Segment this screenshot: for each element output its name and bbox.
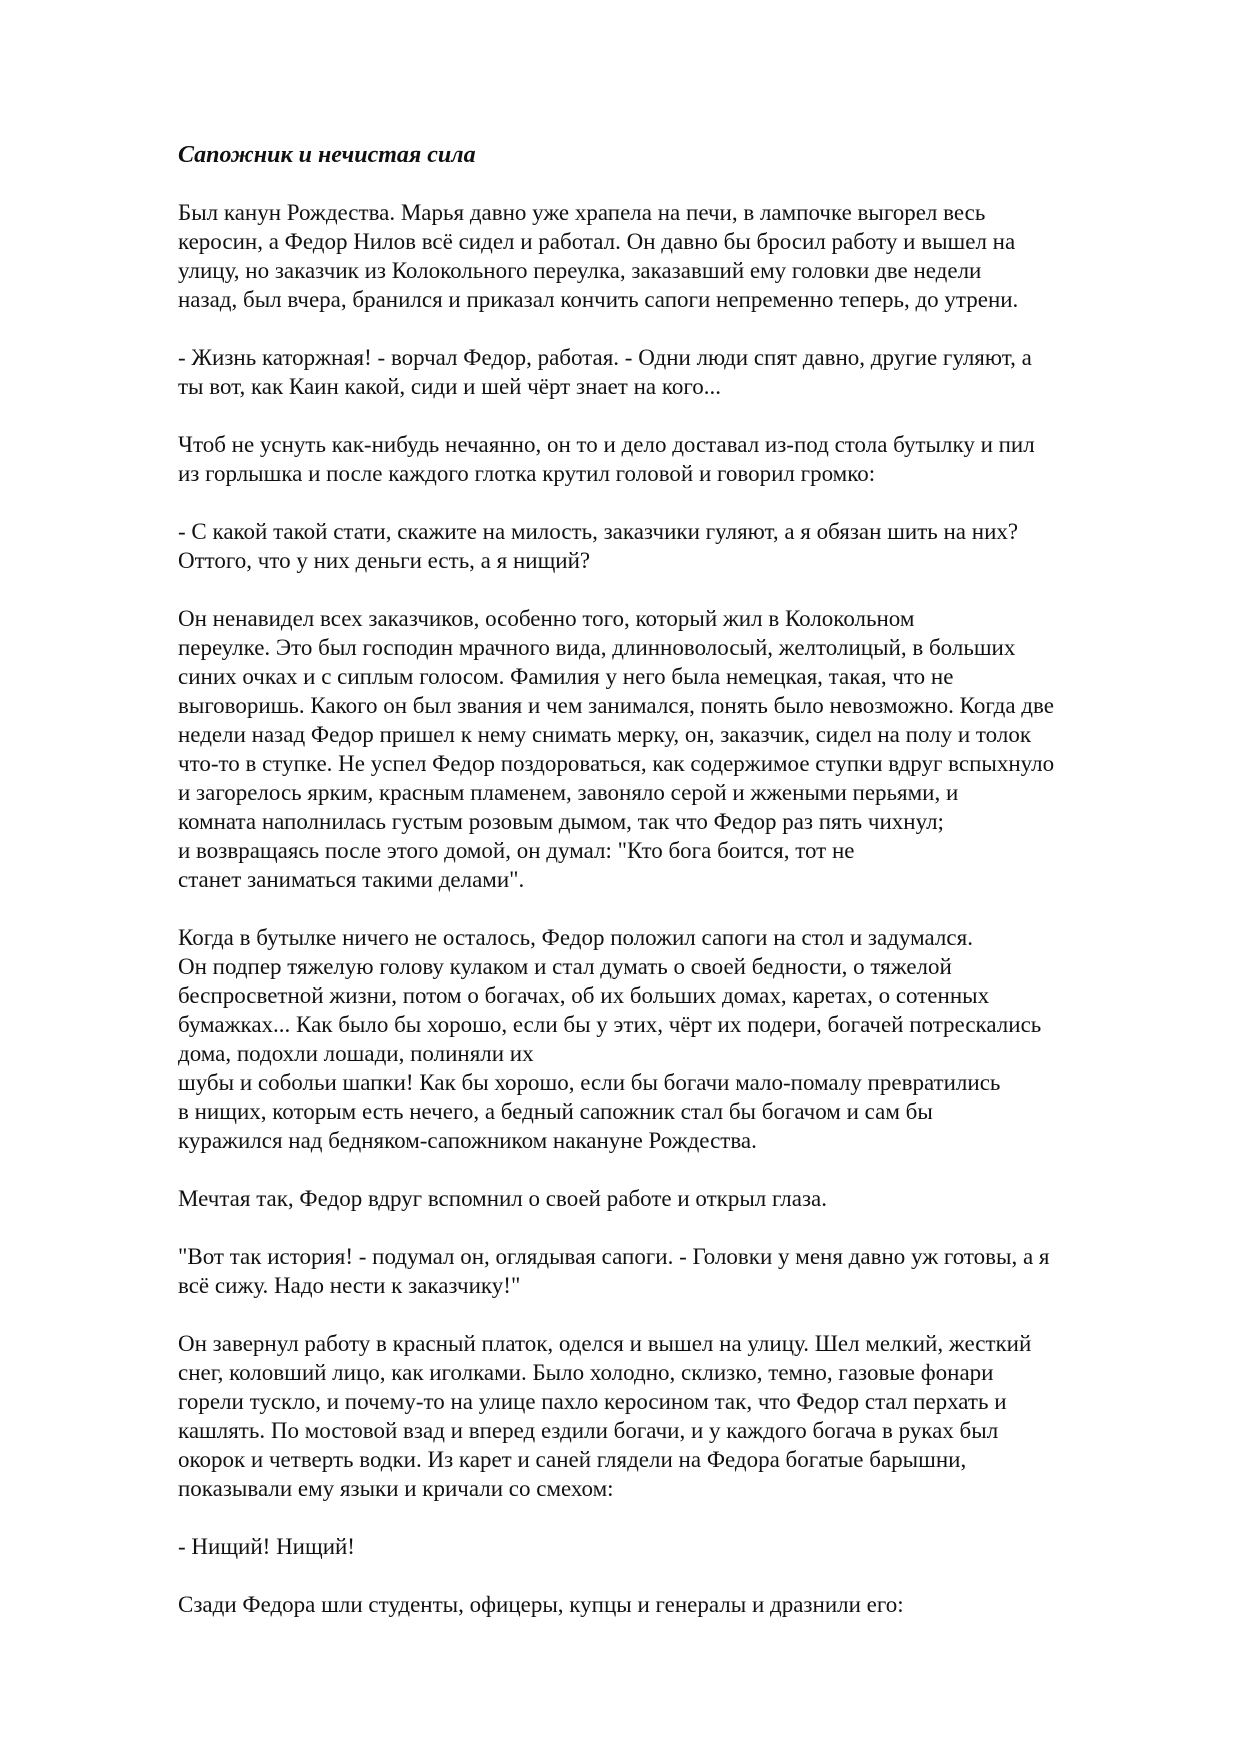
text-line: переулке. Это был господин мрачного вида, длинноволосый, желтолицый, в больших bbox=[178, 635, 1016, 660]
paragraph-5 bbox=[178, 604, 1188, 894]
text-line: шубы и собольи шапки! Как бы хорошо, если бы богачи мало-помалу превратились bbox=[178, 1070, 1001, 1095]
text-line: недели назад Федор пришел к нему снимать мерку, он, заказчик, сидел на полу и толок bbox=[178, 722, 1032, 747]
text-line: Когда в бутылке ничего не осталось, Федор положил сапоги на стол и задумался. bbox=[178, 925, 973, 950]
text-line: "Вот так история! - подумал он, оглядывая сапоги. - Головки у меня давно уж готовы, а я bbox=[178, 1244, 1050, 1269]
text-line: Сзади Федора шли студенты, офицеры, купцы и генералы и дразнили его: bbox=[178, 1592, 904, 1617]
paragraph-1 bbox=[178, 198, 1188, 314]
document-title: Сапожник и нечистая сила bbox=[178, 142, 476, 168]
text-line: что-то в ступке. Не успел Федор поздороваться, как содержимое ступки вдруг вспыхнуло bbox=[178, 751, 1055, 776]
text-line: снег, коловший лицо, как иголками. Было холодно, склизко, темно, газовые фонари bbox=[178, 1360, 994, 1385]
text-line: бумажках... Как было бы хорошо, если бы у этих, чёрт их подери, богачей потрескались bbox=[178, 1012, 1042, 1037]
text-line: куражился над бедняком-сапожником накануне Рождества. bbox=[178, 1128, 757, 1153]
text-line: дома, подохли лошади, полиняли их bbox=[178, 1041, 534, 1066]
text-line: беспросветной жизни, потом о богачах, об их больших домах, каретах, о сотенных bbox=[178, 983, 990, 1008]
text-line: станет заниматься такими делами". bbox=[178, 867, 525, 892]
text-line: синих очках и с сиплым голосом. Фамилия у него была немецкая, такая, что не bbox=[178, 664, 954, 689]
text-line: Он завернул работу в красный платок, оделся и вышел на улицу. Шел мелкий, жесткий bbox=[178, 1331, 1032, 1356]
text-line: ты вот, как Каин какой, сиди и шей чёрт знает на кого... bbox=[178, 374, 721, 399]
text-line: окорок и четверть водки. Из карет и саней глядели на Федора богатые барышни, bbox=[178, 1447, 967, 1472]
text-line: - С какой такой стати, скажите на милость, заказчики гуляют, а я обязан шить на них? bbox=[178, 519, 1019, 544]
text-line: всё сижу. Надо нести к заказчику!" bbox=[178, 1273, 521, 1298]
paragraph-2 bbox=[178, 343, 1188, 401]
paragraph-9 bbox=[178, 1329, 1188, 1503]
text-line: Мечтая так, Федор вдруг вспомнил о своей работе и открыл глаза. bbox=[178, 1186, 828, 1211]
text-line: Был канун Рождества. Марья давно уже храпела на печи, в лампочке выгорел весь bbox=[178, 200, 986, 225]
text-line: из горлышка и после каждого глотка крутил головой и говорил громко: bbox=[178, 461, 876, 486]
paragraph-10 bbox=[178, 1532, 1188, 1561]
text-line: - Нищий! Нищий! bbox=[178, 1534, 355, 1559]
paragraph-7 bbox=[178, 1184, 1188, 1213]
text-line: и загорелось ярким, красным пламенем, завоняло серой и жжеными перьями, и bbox=[178, 780, 959, 805]
text-line: улицу, но заказчик из Колокольного переулка, заказавший ему головки две недели bbox=[178, 258, 982, 283]
paragraph-3 bbox=[178, 430, 1188, 488]
text-line: комната наполнилась густым розовым дымом, так что Федор раз пять чихнул; bbox=[178, 809, 944, 834]
text-line: керосин, а Федор Нилов всё сидел и работал. Он давно бы бросил работу и вышел на bbox=[178, 229, 1016, 254]
text-line: Оттого, что у них деньги есть, а я нищий? bbox=[178, 548, 591, 573]
text-line: выговоришь. Какого он был звания и чем занимался, понять было невозможно. Когда две bbox=[178, 693, 1054, 718]
paragraph-8 bbox=[178, 1242, 1188, 1300]
text-line: в нищих, которым есть нечего, а бедный сапожник стал бы богачом и сам бы bbox=[178, 1099, 933, 1124]
paragraph-11 bbox=[178, 1590, 1188, 1619]
text-line: - Жизнь каторжная! - ворчал Федор, работая. - Одни люди спят давно, другие гуляют, а bbox=[178, 345, 1032, 370]
text-line: Чтоб не уснуть как-нибудь нечаянно, он то и дело доставал из-под стола бутылку и пил bbox=[178, 432, 1035, 457]
text-line: горели тускло, и почему-то на улице пахло керосином так, что Федор стал перхать и bbox=[178, 1389, 1007, 1414]
text-line: Он ненавидел всех заказчиков, особенно того, который жил в Колокольном bbox=[178, 606, 915, 631]
text-line: назад, был вчера, бранился и приказал кончить сапоги непременно теперь, до утрени. bbox=[178, 287, 1019, 312]
text-line: и возвращаясь после этого домой, он думал: "Кто бога боится, тот не bbox=[178, 838, 855, 863]
paragraph-6 bbox=[178, 923, 1188, 1155]
text-line: Он подпер тяжелую голову кулаком и стал думать о своей бедности, о тяжелой bbox=[178, 954, 952, 979]
paragraph-4 bbox=[178, 517, 1188, 575]
text-line: показывали ему языки и кричали со смехом: bbox=[178, 1476, 614, 1501]
text-line: кашлять. По мостовой взад и вперед ездили богачи, и у каждого богача в руках был bbox=[178, 1418, 999, 1443]
document-body bbox=[178, 198, 1188, 1648]
